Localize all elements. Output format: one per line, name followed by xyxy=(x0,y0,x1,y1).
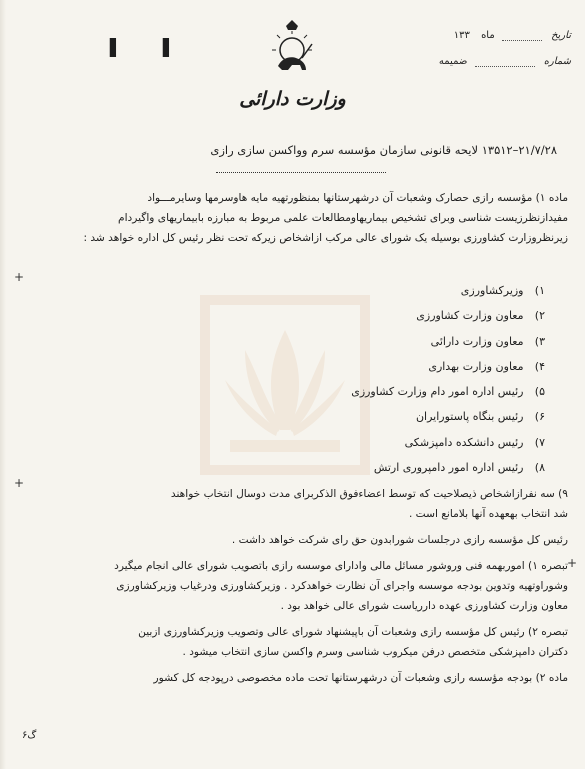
list-item: ۷) رئیس دانشکده دامپزشکی xyxy=(404,435,545,449)
number-row xyxy=(396,56,571,82)
document-body xyxy=(20,188,568,248)
list-item: ۶) رئیس بنگاه پاستورایران xyxy=(415,410,545,424)
margin-plus-mark: + xyxy=(14,476,25,490)
number-label: شماره xyxy=(543,56,571,67)
reference-title: ۲۱/۷/۲۸–۱۳۵۱۲ لایحه قانونی سازمان مؤسسه سرم وواکسن سازی رازی xyxy=(210,143,557,157)
enclosure-label: ضمیمه xyxy=(438,56,468,67)
council-members-list xyxy=(285,278,545,480)
title-underline xyxy=(216,172,386,173)
lion-and-sun-emblem xyxy=(262,18,322,78)
list-item: ۸) رئیس اداره امور دامپروری ارتش xyxy=(373,461,545,475)
list-item: ۴) معاون وزارت بهداری xyxy=(428,359,545,373)
article-2-line-1: ماده ۲) بودجه مؤسسه رازی وشعبات آن درشهرستانها تحت ماده مخصوصی درپودجه کل کشور xyxy=(153,672,568,684)
note-1-line-1: تبصره ۱) اموربهمه فنی وروشور مسائل مالی وادارای موسسه رازی باتصویب شورای عالی انجام میگیرد xyxy=(114,560,568,572)
number-line xyxy=(475,56,535,67)
article-1-line-3: زیرنظروزارت کشاورزی بوسیله یک شورای عالی مرکب ازاشخاص زیرکه تحت نظر رئیس کل اداره خواهد شد : xyxy=(83,232,568,244)
paper-edge xyxy=(0,0,6,769)
month-label: ماه xyxy=(481,30,495,41)
date-day-line xyxy=(502,30,542,41)
year-prefix: ۱۳۳ xyxy=(453,30,470,41)
corner-mark-right: ▌ xyxy=(163,38,176,57)
header-fields xyxy=(396,30,571,82)
document-body-lower xyxy=(20,484,568,688)
date-label: تاریخ xyxy=(551,30,571,41)
note-2-line-2: دکتران دامپزشکی متخصص درفن میکروب شناسی وسرم واکسن سازی انتخاب میشود . xyxy=(182,646,568,658)
note-2-line-1: تبصره ۲) رئیس کل مؤسسه رازی وشعبات آن باپیشنهاد شورای عالی وتصویب وزیرکشاورزی ازبین xyxy=(138,626,568,638)
date-row xyxy=(396,30,571,56)
article-1-line-2: مفیدازنظرزیست شناسی وبرای تشخیص بیماریهاومطالعات علمی مربوط به مبارزه بابیماریهای واگیردام xyxy=(118,212,568,224)
list-item: ۳) معاون وزارت دارائی xyxy=(430,334,545,348)
corner-mark-left: ▌ xyxy=(110,38,123,57)
margin-plus-mark: + xyxy=(14,270,25,284)
head-attendance-line: رئیس کل مؤسسه رازی درجلسات شورابدون حق رای شرکت خواهد داشت . xyxy=(231,534,568,546)
item-9-line-1: ۹) سه نفرازاشخاص ذیصلاحیت که توسط اعضاءفوق الذکربرای مدت دوسال انتخاب خواهند xyxy=(170,488,568,500)
list-item: ۱) وزیرکشاورزی xyxy=(460,284,545,297)
ministry-title: وزارت دارائی xyxy=(239,88,346,110)
margin-plus-mark: + xyxy=(566,556,577,570)
note-1-line-2: وشوراوتهیه وتدوین بودجه موسسه واجرای آن نظارت خواهدکرد . وزیرکشاورزی ودرغیاب وزیرکشاورزی xyxy=(116,580,568,592)
item-9-line-2: شد انتخاب بهعهده آنها بلامانع است . xyxy=(408,508,568,520)
note-1-line-3: معاون وزارت کشاورزی عهده دارریاست شورای عالی خواهد بود . xyxy=(280,600,568,612)
article-1-line-1: ماده ۱) مؤسسه رازی حصارک وشعبات آن درشهرستانها بمنظورتهیه مایه هاوسرمها وسایرمـــواد xyxy=(147,192,568,204)
bottom-initials: گ۶ xyxy=(22,730,37,741)
list-item: ۲) معاون وزارت کشاورزی xyxy=(416,309,545,323)
list-item: ۵) رئیس اداره امور دام وزارت کشاورزی xyxy=(351,385,545,399)
